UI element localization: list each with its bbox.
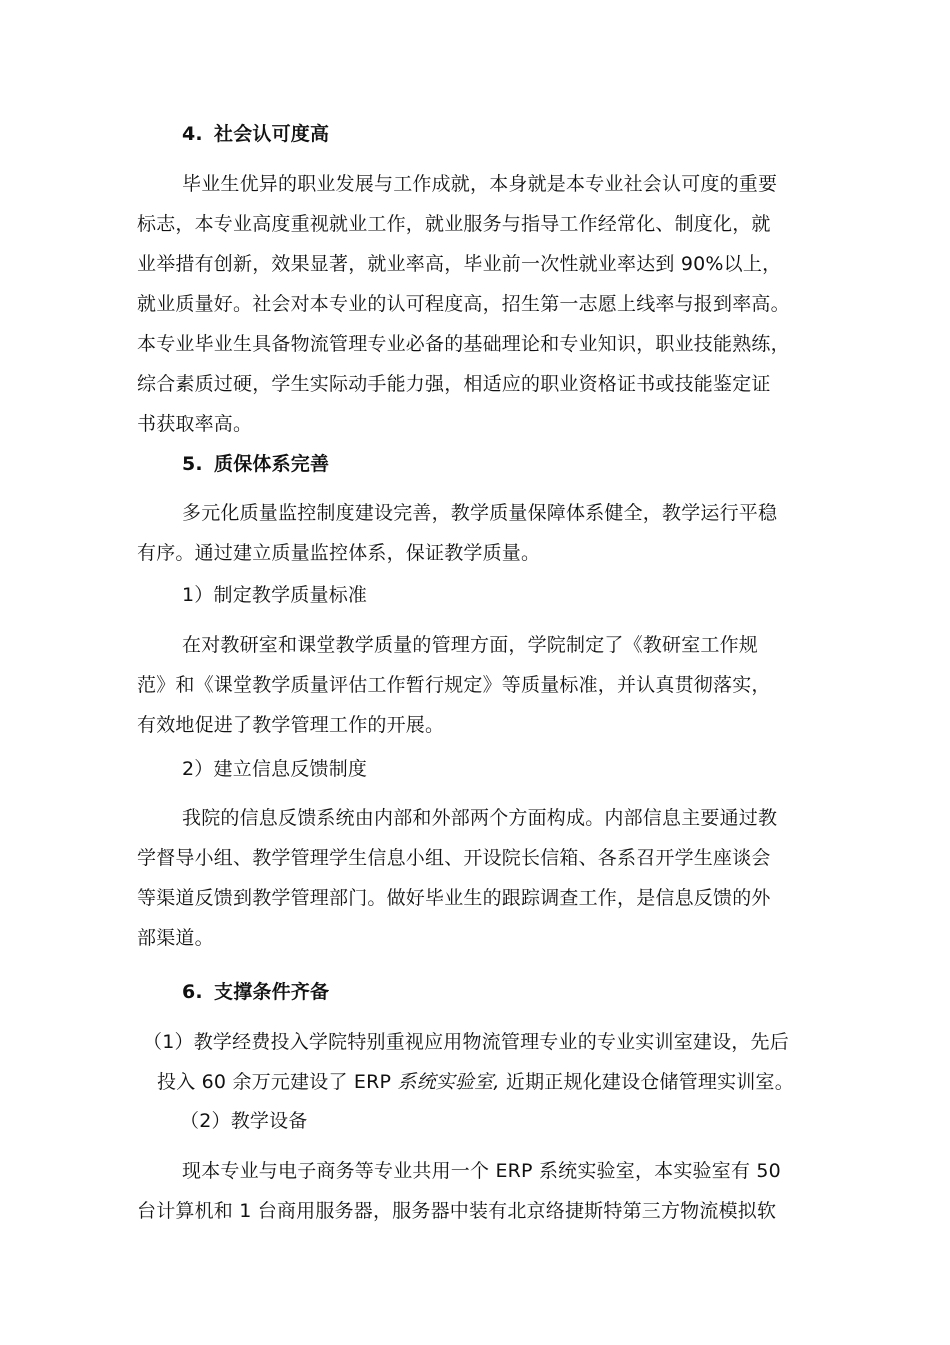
s5-sub2-line-3: 等渠道反馈到教学管理部门。做好毕业生的跟踪调查工作，是信息反馈的外 xyxy=(137,887,771,909)
s4-para-line-2: 标志，本专业高度重视就业工作，就业服务与指导工作经常化、制度化，就 xyxy=(137,213,771,235)
s4-para-line-1: 毕业生优异的职业发展与工作成就，本身就是本专业社会认可度的重要 xyxy=(182,173,778,195)
s5-sub1-line-3: 有效地促进了教学管理工作的开展。 xyxy=(137,714,445,736)
section-5-title: 质保体系完善 xyxy=(214,453,330,475)
s4-para-line-7: 书获取率高。 xyxy=(137,413,253,435)
s4-para-line-3: 业举措有创新，效果显著，就业率高，毕业前一次性就业率达到 90%以上， xyxy=(137,253,782,275)
s4-para-line-4: 就业质量好。社会对本专业的认可程度高，招生第一志愿上线率与报到率高。 xyxy=(137,293,790,315)
s6-item1-line-1: （1）教学经费投入学院特别重视应用物流管理专业的专业实训室建设，先后 xyxy=(143,1031,789,1053)
section-6-heading xyxy=(182,979,329,1005)
s5-intro-line-2: 有序。通过建立质量监控体系，保证教学质量。 xyxy=(137,542,541,564)
s5-sub2-line-1: 我院的信息反馈系统由内部和外部两个方面构成。内部信息主要通过教 xyxy=(182,807,778,829)
section-5-number: 5. xyxy=(182,453,203,475)
section-6-title: 支撑条件齐备 xyxy=(214,981,330,1003)
s6-item1-line-2-italic: 系统实验室, xyxy=(397,1071,500,1093)
s6-item1-line-2 xyxy=(157,1069,794,1095)
s6-item2-line-2: 台计算机和 1 台商用服务器，服务器中装有北京络捷斯特第三方物流模拟软 xyxy=(137,1200,777,1222)
s4-para-line-6: 综合素质过硬，学生实际动手能力强，相适应的职业资格证书或技能鉴定证 xyxy=(137,373,771,395)
s5-intro-line-1: 多元化质量监控制度建设完善，教学质量保障体系健全，教学运行平稳 xyxy=(182,502,778,524)
s4-para-line-5: 本专业毕业生具备物流管理专业必备的基础理论和专业知识，职业技能熟练， xyxy=(137,333,790,355)
s5-sub2-title: 2）建立信息反馈制度 xyxy=(182,758,368,780)
section-4-title: 社会认可度高 xyxy=(214,123,330,145)
section-4-number: 4. xyxy=(182,123,203,145)
section-4-heading xyxy=(182,121,329,147)
s5-sub1-title: 1）制定教学质量标准 xyxy=(182,584,368,606)
s6-item1-line-2-part-a: 投入 60 余万元建设了 ERP xyxy=(157,1071,398,1093)
s5-sub1-line-1: 在对教研室和课堂教学质量的管理方面，学院制定了《教研室工作规 xyxy=(182,634,759,656)
section-5-heading xyxy=(182,451,329,477)
s6-item1-line-2-part-c: 近期正规化建设仓储管理实训室。 xyxy=(499,1071,794,1093)
s5-sub2-line-4: 部渠道。 xyxy=(137,927,214,949)
s6-item2-line-1: 现本专业与电子商务等专业共用一个 ERP 系统实验室，本实验室有 50 xyxy=(182,1160,781,1182)
s5-sub1-line-2: 范》和《课堂教学质量评估工作暂行规定》等质量标准，并认真贯彻落实， xyxy=(137,674,771,696)
s5-sub2-line-2: 学督导小组、教学管理学生信息小组、开设院长信箱、各系召开学生座谈会 xyxy=(137,847,771,869)
s6-item2-title: （2）教学设备 xyxy=(180,1110,308,1132)
section-6-number: 6. xyxy=(182,981,203,1003)
